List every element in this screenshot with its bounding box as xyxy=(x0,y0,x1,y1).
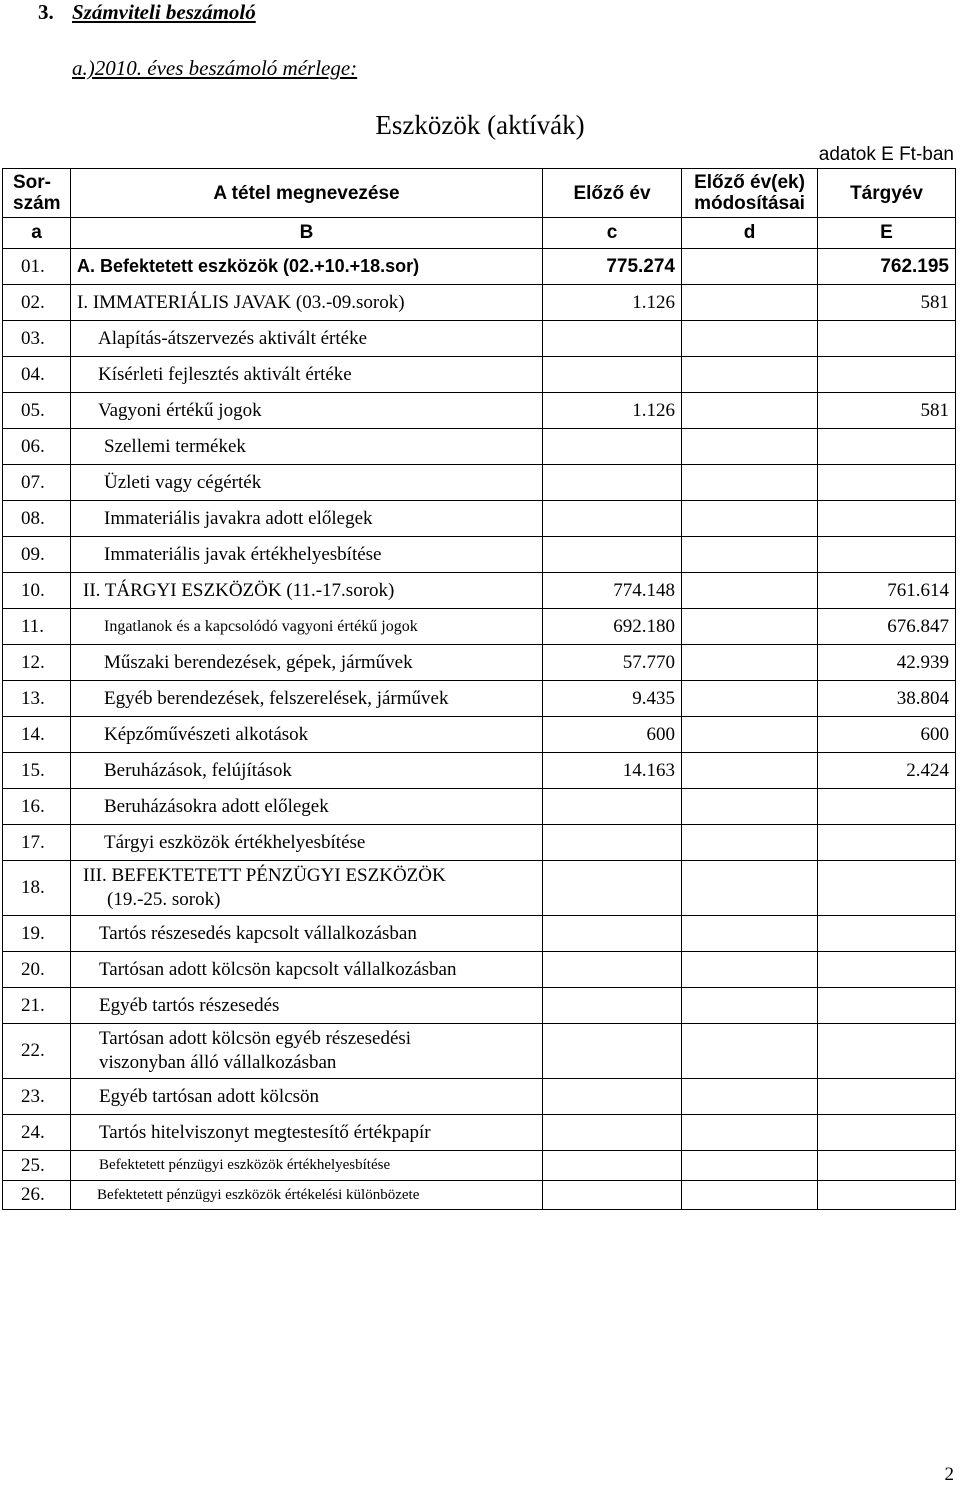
table-row xyxy=(3,249,956,285)
row-prev xyxy=(543,789,682,825)
row-cur xyxy=(818,1151,956,1181)
header-modifications xyxy=(682,169,818,218)
table-row xyxy=(3,1024,956,1079)
row-prev xyxy=(543,916,682,952)
table-row xyxy=(3,1115,956,1151)
row-name xyxy=(71,1024,543,1079)
row-mod xyxy=(682,465,818,501)
table-row xyxy=(3,681,956,717)
table-row xyxy=(3,952,956,988)
table-row xyxy=(3,1079,956,1115)
row-mod xyxy=(682,988,818,1024)
column-letter: a xyxy=(3,218,71,249)
header-current-year: Tárgyév xyxy=(818,169,956,218)
row-name-line1: Tartósan adott kölcsön egyéb részesedési xyxy=(99,1028,412,1049)
row-number: 06. xyxy=(3,429,71,465)
row-cur xyxy=(818,916,956,952)
row-name: II. TÁRGYI ESZKÖZÖK (11.-17.sorok) xyxy=(71,573,543,609)
row-prev xyxy=(543,1115,682,1151)
row-cur xyxy=(818,321,956,357)
row-number: 26. xyxy=(3,1181,71,1210)
row-number: 15. xyxy=(3,753,71,789)
table-row xyxy=(3,988,956,1024)
row-mod xyxy=(682,825,818,861)
table-row xyxy=(3,861,956,916)
row-prev xyxy=(543,357,682,393)
balance-sheet-table xyxy=(2,168,956,1210)
row-name: Tartós hitelviszonyt megtestesítő értékpapír xyxy=(71,1115,543,1151)
row-name: Beruházásokra adott előlegek xyxy=(71,789,543,825)
row-number: 25. xyxy=(3,1151,71,1181)
row-mod xyxy=(682,717,818,753)
row-name: Ingatlanok és a kapcsolódó vagyoni értékű jogok xyxy=(71,609,543,645)
row-name: A. Befektetett eszközök (02.+10.+18.sor) xyxy=(71,249,543,285)
column-letter-row xyxy=(3,218,956,249)
table-row xyxy=(3,1181,956,1210)
row-prev xyxy=(543,952,682,988)
header-sorszam-line1: Sor- xyxy=(13,172,51,193)
table-row xyxy=(3,537,956,573)
row-number: 16. xyxy=(3,789,71,825)
column-letter: d xyxy=(682,218,818,249)
row-cur xyxy=(818,789,956,825)
row-cur xyxy=(818,825,956,861)
row-number: 22. xyxy=(3,1024,71,1079)
row-mod xyxy=(682,357,818,393)
table-row xyxy=(3,789,956,825)
table-row xyxy=(3,321,956,357)
row-prev xyxy=(543,1024,682,1079)
row-number: 23. xyxy=(3,1079,71,1115)
row-mod xyxy=(682,609,818,645)
row-name: Immateriális javakra adott előlegek xyxy=(71,501,543,537)
row-mod xyxy=(682,789,818,825)
column-letter: E xyxy=(818,218,956,249)
row-number: 04. xyxy=(3,357,71,393)
row-number: 09. xyxy=(3,537,71,573)
table-row xyxy=(3,609,956,645)
header-sorszam-line2: szám xyxy=(13,193,61,214)
table-row xyxy=(3,753,956,789)
row-name: Tartósan adott kölcsön kapcsolt vállalkozásban xyxy=(71,952,543,988)
row-mod xyxy=(682,1115,818,1151)
row-prev xyxy=(543,537,682,573)
row-name: Immateriális javak értékhelyesbítése xyxy=(71,537,543,573)
row-prev xyxy=(543,861,682,916)
row-name: I. IMMATERIÁLIS JAVAK (03.-09.sorok) xyxy=(71,285,543,321)
row-mod xyxy=(682,1079,818,1115)
row-cur: 761.614 xyxy=(818,573,956,609)
row-mod xyxy=(682,861,818,916)
row-name: Tartós részesedés kapcsolt vállalkozásban xyxy=(71,916,543,952)
subtitle: a.)2010. éves beszámoló mérlege: xyxy=(72,56,358,80)
row-mod xyxy=(682,321,818,357)
row-mod xyxy=(682,1181,818,1210)
row-mod xyxy=(682,429,818,465)
row-name: Szellemi termékek xyxy=(71,429,543,465)
row-name: Egyéb berendezések, felszerelések, járművek xyxy=(71,681,543,717)
row-prev: 774.148 xyxy=(543,573,682,609)
header-name: A tétel megnevezése xyxy=(71,169,543,218)
row-prev xyxy=(543,429,682,465)
row-prev xyxy=(543,1151,682,1181)
row-name: Alapítás-átszervezés aktivált értéke xyxy=(71,321,543,357)
row-number: 19. xyxy=(3,916,71,952)
table-row xyxy=(3,357,956,393)
row-mod xyxy=(682,249,818,285)
row-cur: 581 xyxy=(818,285,956,321)
row-number: 18. xyxy=(3,861,71,916)
row-mod xyxy=(682,916,818,952)
table-row xyxy=(3,1151,956,1181)
header-sorszam xyxy=(3,169,71,218)
row-name: Üzleti vagy cégérték xyxy=(71,465,543,501)
row-cur: 42.939 xyxy=(818,645,956,681)
row-number: 24. xyxy=(3,1115,71,1151)
page-number: 2 xyxy=(944,1464,954,1485)
row-number: 10. xyxy=(3,573,71,609)
row-name xyxy=(71,861,543,916)
table-row xyxy=(3,573,956,609)
row-cur xyxy=(818,537,956,573)
row-prev xyxy=(543,501,682,537)
row-mod xyxy=(682,1151,818,1181)
table-row xyxy=(3,465,956,501)
row-number: 14. xyxy=(3,717,71,753)
row-cur: 600 xyxy=(818,717,956,753)
table-row xyxy=(3,429,956,465)
row-name-line2: viszonyban álló vállalkozásban xyxy=(99,1052,337,1073)
row-number: 20. xyxy=(3,952,71,988)
row-prev xyxy=(543,1181,682,1210)
row-mod xyxy=(682,753,818,789)
row-cur xyxy=(818,1024,956,1079)
row-number: 01. xyxy=(3,249,71,285)
row-name: Beruházások, felújítások xyxy=(71,753,543,789)
row-name: Befektetett pénzügyi eszközök értékelési különbözete xyxy=(71,1181,543,1210)
row-name: Egyéb tartósan adott kölcsön xyxy=(71,1079,543,1115)
row-cur xyxy=(818,501,956,537)
row-prev: 775.274 xyxy=(543,249,682,285)
row-cur xyxy=(818,357,956,393)
row-mod xyxy=(682,393,818,429)
row-prev xyxy=(543,988,682,1024)
table-row xyxy=(3,825,956,861)
header-mod-line2: módosításai xyxy=(694,193,805,214)
row-name-line1: III. BEFEKTETETT PÉNZÜGYI ESZKÖZÖK xyxy=(83,865,446,886)
row-number: 05. xyxy=(3,393,71,429)
row-cur xyxy=(818,861,956,916)
row-number: 13. xyxy=(3,681,71,717)
row-cur xyxy=(818,1115,956,1151)
row-name: Egyéb tartós részesedés xyxy=(71,988,543,1024)
row-cur: 676.847 xyxy=(818,609,956,645)
header-mod-line1: Előző év(ek) xyxy=(694,172,805,193)
row-name: Befektetett pénzügyi eszközök értékhelyesbítése xyxy=(71,1151,543,1181)
row-mod xyxy=(682,645,818,681)
row-number: 11. xyxy=(3,609,71,645)
row-mod xyxy=(682,537,818,573)
row-cur: 581 xyxy=(818,393,956,429)
row-number: 17. xyxy=(3,825,71,861)
section-title: Számviteli beszámoló xyxy=(72,0,256,24)
row-number: 21. xyxy=(3,988,71,1024)
row-number: 03. xyxy=(3,321,71,357)
header-row xyxy=(3,169,956,218)
table-row xyxy=(3,916,956,952)
row-prev xyxy=(543,825,682,861)
row-prev: 14.163 xyxy=(543,753,682,789)
row-prev xyxy=(543,1079,682,1115)
table-row xyxy=(3,285,956,321)
section-number: 3. xyxy=(38,0,54,24)
row-name: Műszaki berendezések, gépek, járművek xyxy=(71,645,543,681)
column-letter: B xyxy=(71,218,543,249)
column-letter: c xyxy=(543,218,682,249)
row-cur: 2.424 xyxy=(818,753,956,789)
row-number: 02. xyxy=(3,285,71,321)
row-prev: 1.126 xyxy=(543,393,682,429)
table-row xyxy=(3,501,956,537)
row-cur xyxy=(818,952,956,988)
row-mod xyxy=(682,681,818,717)
row-prev: 9.435 xyxy=(543,681,682,717)
header-prev-year: Előző év xyxy=(543,169,682,218)
row-cur: 38.804 xyxy=(818,681,956,717)
row-number: 08. xyxy=(3,501,71,537)
row-mod xyxy=(682,952,818,988)
row-cur xyxy=(818,1181,956,1210)
table-row xyxy=(3,645,956,681)
row-name: Tárgyi eszközök értékhelyesbítése xyxy=(71,825,543,861)
table-row xyxy=(3,393,956,429)
row-prev: 1.126 xyxy=(543,285,682,321)
row-prev: 57.770 xyxy=(543,645,682,681)
row-prev: 692.180 xyxy=(543,609,682,645)
table-title: Eszközök (aktívák) xyxy=(375,110,585,140)
row-cur xyxy=(818,429,956,465)
row-name: Képzőművészeti alkotások xyxy=(71,717,543,753)
table-row xyxy=(3,717,956,753)
row-prev xyxy=(543,465,682,501)
row-number: 07. xyxy=(3,465,71,501)
section-heading xyxy=(38,0,256,25)
row-cur xyxy=(818,988,956,1024)
row-number: 12. xyxy=(3,645,71,681)
row-name: Kísérleti fejlesztés aktivált értéke xyxy=(71,357,543,393)
row-name: Vagyoni értékű jogok xyxy=(71,393,543,429)
row-prev xyxy=(543,321,682,357)
row-mod xyxy=(682,1024,818,1079)
row-prev: 600 xyxy=(543,717,682,753)
row-mod xyxy=(682,501,818,537)
row-name-line2: (19.-25. sorok) xyxy=(107,889,221,910)
unit-note: adatok E Ft-ban xyxy=(818,144,954,165)
row-cur xyxy=(818,465,956,501)
row-mod xyxy=(682,285,818,321)
row-cur: 762.195 xyxy=(818,249,956,285)
row-cur xyxy=(818,1079,956,1115)
row-mod xyxy=(682,573,818,609)
